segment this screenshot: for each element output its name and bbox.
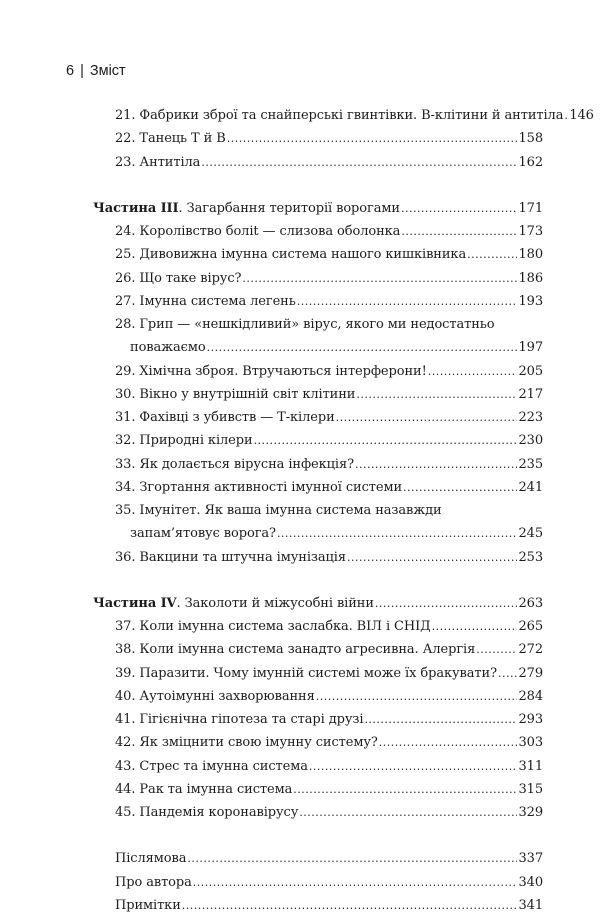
toc-entry-page: 180	[518, 247, 543, 263]
section-title: Зміст	[89, 63, 126, 79]
toc-entry-title: 27. Імунна система легень	[115, 293, 296, 309]
toc-entry-page: 173	[518, 224, 543, 239]
toc-entry-page: 265	[518, 619, 543, 634]
toc-entry-page: 223	[518, 410, 543, 425]
toc-entry-page: 245	[518, 526, 543, 542]
toc-entry-title: 43. Стрес та імунна система	[115, 758, 308, 774]
leader-dots	[401, 197, 518, 220]
leader-dots	[297, 290, 518, 313]
toc-entry-page: 217	[518, 386, 543, 402]
toc-entry-page: 186	[518, 270, 543, 286]
leader-dots	[379, 731, 518, 754]
leader-dots	[227, 127, 518, 150]
toc-entry-page: 197	[518, 340, 543, 356]
leader-dots	[293, 778, 517, 801]
header-separator: |	[80, 63, 84, 79]
toc-entry[interactable]	[93, 383, 543, 406]
leader-dots	[299, 801, 517, 824]
toc-part-title	[93, 197, 400, 220]
toc-entry-page: 263	[518, 595, 543, 611]
toc-entry-page: 341	[518, 897, 543, 913]
leader-dots	[242, 267, 517, 290]
toc-entry-title: 37. Коли імунна система заслабка. ВІЛ і СНІД	[115, 619, 431, 634]
section-gap	[93, 824, 543, 847]
toc-entry-title: 35. Імунітет. Як ваша імунна система назавжди	[115, 503, 442, 518]
toc-entry-title: 36. Вакцини та штучна імунізація	[115, 549, 346, 565]
toc-entry-title-cont: запам’ятовує ворога?	[130, 526, 276, 542]
toc-entry-page: 315	[518, 781, 543, 797]
toc-entry-line1[interactable]	[93, 313, 543, 336]
leader-dots	[309, 755, 518, 778]
toc-entry-title: 23. Антитіла	[115, 154, 201, 170]
leader-dots	[355, 453, 518, 476]
running-header	[66, 63, 126, 79]
section-gap	[93, 174, 543, 197]
toc-entry-page: 146	[569, 108, 594, 123]
toc-entry-page: 193	[518, 293, 543, 309]
toc-entry-page: 205	[518, 363, 543, 379]
leader-dots	[193, 871, 518, 894]
toc-entry-page: 293	[518, 712, 543, 727]
toc-entry[interactable]	[93, 151, 543, 174]
toc-entry-title: 28. Грип — «нешкідливий» вірус, якого ми недостатньо	[115, 317, 495, 332]
toc-backmatter-entry[interactable]	[93, 847, 543, 870]
toc-entry[interactable]	[93, 406, 543, 429]
page-number: 6	[66, 63, 75, 79]
toc-entry-page: 303	[518, 735, 543, 751]
toc-entry-title: 21. Фабрики зброї та снайперські гвинтівки. В-клітини й антитіла	[115, 108, 564, 123]
toc-entry[interactable]	[93, 243, 543, 266]
toc-entry[interactable]	[93, 685, 543, 708]
toc-entry[interactable]	[93, 453, 543, 476]
toc-entry-title: Про автора	[115, 874, 192, 890]
toc-entry-page: 311	[518, 758, 543, 774]
toc-entry-title: 26. Що таке вірус?	[115, 270, 242, 286]
toc-entry[interactable]	[93, 220, 543, 243]
toc-entry[interactable]	[93, 429, 543, 452]
leader-dots	[356, 383, 517, 406]
toc-entry-title: 29. Хімічна зброя. Втручаються інтерферони!	[115, 363, 427, 379]
toc-entry[interactable]	[93, 731, 543, 754]
leader-dots	[403, 476, 517, 499]
toc-part-heading[interactable]	[93, 592, 543, 615]
leader-dots	[182, 894, 518, 917]
toc-entry-title: 24. Королівство болit — слизова оболонка	[115, 224, 401, 239]
toc-entry-page: 171	[518, 200, 543, 216]
toc-entry-title: Примітки	[115, 897, 181, 913]
part-name: . Заколоти й міжусобні війни	[176, 595, 374, 611]
section-gap	[93, 569, 543, 592]
leader-dots	[187, 847, 517, 870]
toc-entry-title: 45. Пандемія коронавірусу	[115, 805, 299, 820]
toc-entry-title: 22. Танець Т й В	[115, 131, 226, 147]
part-label: Частина III	[93, 200, 179, 216]
toc-entry-page: 284	[518, 688, 543, 704]
toc-entry-line2[interactable]	[93, 522, 543, 545]
toc-entry[interactable]	[93, 638, 543, 661]
part-name: . Загарбання території ворогами	[178, 200, 400, 216]
toc-entry-page: 241	[518, 479, 543, 495]
toc-entry-page: 162	[518, 154, 543, 170]
toc-entry-page: 235	[518, 456, 543, 472]
leader-dots	[498, 662, 518, 685]
toc-entry-title: 32. Природні кілери	[115, 433, 253, 449]
toc-entry-title: 38. Коли імунна система занадто агресивна. Алергія	[115, 642, 476, 658]
toc-entry-page: 230	[518, 433, 543, 449]
toc-entry[interactable]	[93, 476, 543, 499]
toc-entry-title: 34. Згортання активності імунної системи	[115, 479, 403, 495]
toc-entry[interactable]	[93, 662, 543, 685]
toc-entry[interactable]	[93, 104, 594, 127]
toc-entry[interactable]	[93, 778, 543, 801]
toc-entry[interactable]	[93, 801, 543, 824]
toc-entry[interactable]	[93, 360, 543, 383]
toc-entry-page: 158	[518, 131, 543, 147]
toc-entry-page: 253	[518, 549, 543, 565]
toc-entry-title: 25. Дивовижна імунна система нашого кишківника	[115, 247, 467, 263]
toc-entry-page: 272	[518, 642, 543, 658]
toc-entry-page: 329	[518, 805, 543, 820]
part-label: Частина IV	[93, 595, 177, 611]
leader-dots	[428, 360, 518, 383]
toc-entry-title: 41. Гігієнічна гіпотеза та старі друзі	[115, 712, 364, 727]
leader-dots	[375, 592, 518, 615]
leader-dots	[207, 336, 518, 359]
toc-backmatter-entry[interactable]	[93, 871, 543, 894]
toc-entry[interactable]	[93, 127, 543, 150]
toc-part-title	[93, 592, 374, 615]
leader-dots	[336, 406, 518, 429]
toc-part-heading[interactable]	[93, 197, 543, 220]
leader-dots	[201, 151, 517, 174]
toc-entry[interactable]	[93, 708, 543, 731]
toc-entry[interactable]	[93, 755, 543, 778]
toc-entry[interactable]	[93, 546, 543, 569]
toc-entry-title: 33. Як долається вірусна інфекція?	[115, 456, 354, 472]
leader-dots	[467, 243, 517, 266]
toc-entry-title-cont: поважаємо	[130, 340, 206, 356]
toc-entry-line1[interactable]	[93, 499, 543, 522]
leader-dots	[277, 522, 518, 545]
toc-entry-title: 44. Рак та імунна система	[115, 781, 293, 797]
leader-dots	[476, 638, 517, 661]
leader-dots	[254, 429, 518, 452]
toc-entry-title: 40. Аутоімунні захворювання	[115, 688, 315, 704]
toc-entry[interactable]	[93, 267, 543, 290]
leader-dots	[432, 615, 518, 638]
toc-entry-title: 30. Вікно у внутрішній світ клітини	[115, 386, 356, 402]
leader-dots	[564, 104, 568, 127]
toc-entry-title: Післямова	[115, 851, 187, 867]
toc-entry[interactable]	[93, 615, 543, 638]
toc-entry-page: 337	[518, 851, 543, 867]
toc-entry-line2[interactable]	[93, 336, 543, 359]
toc-entry[interactable]	[93, 290, 543, 313]
toc-backmatter-entry[interactable]	[93, 894, 543, 917]
toc-entry-page: 340	[518, 874, 543, 890]
toc-entry-title: 42. Як зміцнити свою імунну систему?	[115, 735, 378, 751]
toc-entry-title: 39. Паразити. Чому імунній системі може їх бракувати?	[115, 665, 497, 681]
leader-dots	[401, 220, 517, 243]
table-of-contents	[93, 104, 594, 917]
leader-dots	[316, 685, 518, 708]
leader-dots	[347, 546, 518, 569]
leader-dots	[364, 708, 517, 731]
toc-entry-title: 31. Фахівці з убивств — Т-кілери	[115, 410, 335, 425]
toc-entry-page: 279	[518, 665, 543, 681]
